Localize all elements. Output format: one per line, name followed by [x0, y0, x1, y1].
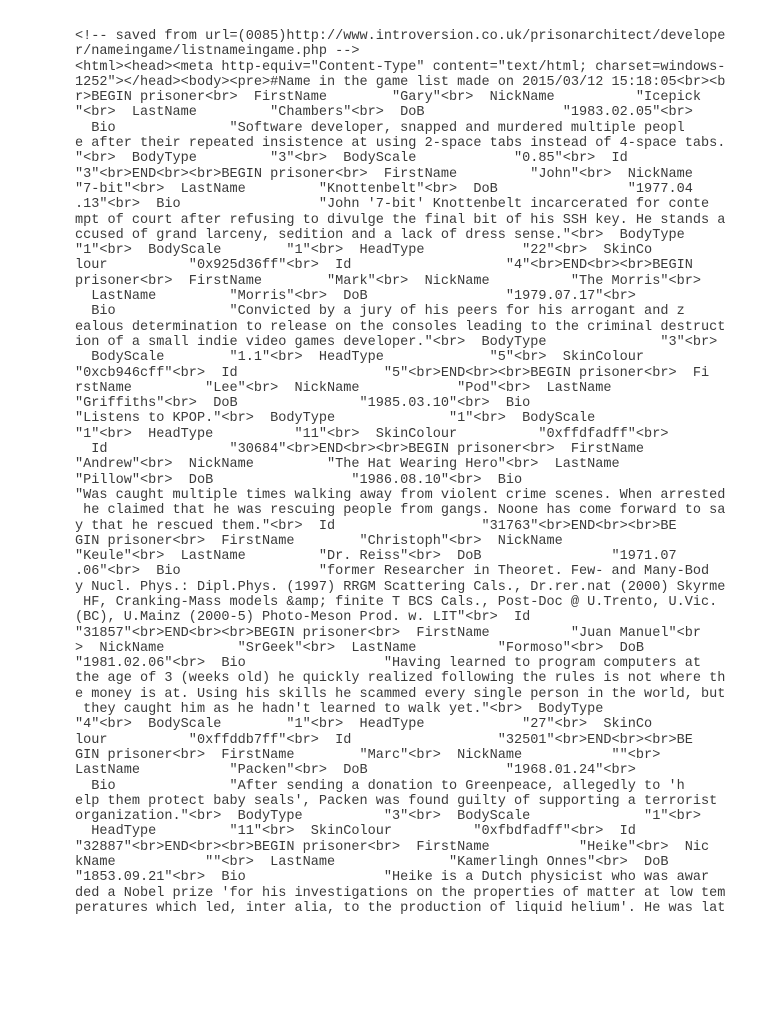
text-line: "1981.02.06"<br> Bio "Having learned to program computers at: [75, 656, 701, 672]
text-line: Bio "Software developer, snapped and murdered multiple peopl: [75, 120, 685, 136]
text-line: e after their repeated insistence at using 2-space tabs instead of 4-space tabs.: [75, 136, 726, 152]
text-line: "<br> BodyType "3"<br> BodyScale "0.85"<br> Id: [75, 151, 628, 167]
text-line: "Pillow"<br> DoB "1986.08.10"<br> Bio: [75, 472, 523, 488]
text-line: "Andrew"<br> NickName "The Hat Wearing Hero"<br> LastName: [75, 457, 620, 473]
text-line: > NickName "SrGeek"<br> LastName "Formoso"<br> DoB: [75, 640, 645, 656]
text-line: lour "0xffddb7ff"<br> Id "32501"<br>END<br><br>BE: [75, 732, 693, 748]
text-line: peratures which led, inter alia, to the production of liquid helium'. He was lat: [75, 900, 726, 916]
text-line: Bio "Convicted by a jury of his peers for his arrogant and z: [75, 304, 685, 320]
text-line: "1"<br> BodyScale "1"<br> HeadType "22"<br> SkinCo: [75, 243, 653, 259]
text-line: mpt of court after refusing to divulge the final bit of his SSH key. He stands a: [75, 212, 726, 228]
text-line: "1"<br> HeadType "11"<br> SkinColour "0xffdfadff"<br>: [75, 426, 669, 442]
text-line: ealous determination to release on the consoles leading to the criminal destruct: [75, 319, 726, 335]
text-line: "32887"<br>END<br><br>BEGIN prisoner<br> FirstName "Heike"<br> Nic: [75, 839, 710, 855]
text-line: Bio "After sending a donation to Greenpeace, allegedly to 'h: [75, 778, 685, 794]
text-line: r/nameingame/listnameingame.php -->: [75, 44, 360, 60]
text-line: prisoner<br> FirstName "Mark"<br> NickName "The Morris"<br>: [75, 273, 701, 289]
text-line: "7-bit"<br> LastName "Knottenbelt"<br> DoB "1977.04: [75, 181, 693, 197]
text-line: ccused of grand larceny, sedition and a lack of dress sense."<br> BodyType: [75, 227, 685, 243]
document-page: [75, 29, 726, 916]
text-line: GIN prisoner<br> FirstName "Christoph"<br> NickName: [75, 533, 563, 549]
text-line: <html><head><meta http-equiv="Content-Type" content="text/html; charset=windows-: [75, 59, 726, 75]
text-line: LastName "Packen"<br> DoB "1968.01.24"<br>: [75, 763, 636, 779]
text-line: r>BEGIN prisoner<br> FirstName "Gary"<br> NickName "Icepick: [75, 90, 701, 106]
text-line: "<br> LastName "Chambers"<br> DoB "1983.02.05"<br>: [75, 105, 693, 121]
text-line: ded a Nobel prize 'for his investigations on the properties of matter at low tem: [75, 885, 726, 901]
text-line: organization."<br> BodyType "3"<br> BodyScale "1"<br>: [75, 809, 701, 825]
text-line: "Listens to KPOP."<br> BodyType "1"<br> BodyScale: [75, 411, 596, 427]
text-line: e money is at. Using his skills he scammed every single person in the world, but: [75, 686, 726, 702]
text-line: "Keule"<br> LastName "Dr. Reiss"<br> DoB "1971.07: [75, 549, 677, 565]
text-line: y Nucl. Phys.: Dipl.Phys. (1997) RRGM Scattering Cals., Dr.rer.nat (2000) Skyrme: [75, 579, 726, 595]
text-line: rstName "Lee"<br> NickName "Pod"<br> LastName: [75, 380, 612, 396]
text-line: HeadType "11"<br> SkinColour "0xfbdfadff"<br> Id: [75, 824, 636, 840]
text-line: BodyScale "1.1"<br> HeadType "5"<br> SkinColour: [75, 350, 645, 366]
text-line: they caught him as he hadn't learned to walk yet."<br> BodyType: [75, 702, 604, 718]
text-line: the age of 3 (weeks old) he quickly realized following the rules is not where th: [75, 671, 726, 687]
text-line: LastName "Morris"<br> DoB "1979.07.17"<br>: [75, 289, 636, 305]
text-line: "31857"<br>END<br><br>BEGIN prisoner<br> FirstName "Juan Manuel"<br: [75, 625, 701, 641]
text-line: <!-- saved from url=(0085)http://www.introversion.co.uk/prisonarchitect/develope: [75, 29, 726, 44]
text-line: .06"<br> Bio "former Researcher in Theoret. Few- and Many-Bod: [75, 564, 710, 580]
text-line: (BC), U.Mainz (2000-5) Photo-Meson Prod. w. LIT"<br> Id: [75, 610, 531, 626]
text-line: "3"<br>END<br><br>BEGIN prisoner<br> FirstName "John"<br> NickName: [75, 166, 693, 182]
text-line: .13"<br> Bio "John '7-bit' Knottenbelt incarcerated for conte: [75, 197, 710, 213]
text-line: HF, Cranking-Mass models &amp; finite T BCS Cals., Post-Doc @ U.Trento, U.Vic.: [75, 594, 718, 610]
text-line: lour "0x925d36ff"<br> Id "4"<br>END<br><br>BEGIN: [75, 258, 693, 274]
text-line: "4"<br> BodyScale "1"<br> HeadType "27"<br> SkinCo: [75, 717, 653, 733]
text-line: he claimed that he was rescuing people from gangs. Noone has come forward to sa: [75, 503, 726, 519]
text-line: ion of a small indie video games developer."<br> BodyType "3"<br>: [75, 334, 718, 350]
text-line: GIN prisoner<br> FirstName "Marc"<br> NickName ""<br>: [75, 747, 661, 763]
text-line: kName ""<br> LastName "Kamerlingh Onnes"<br> DoB: [75, 855, 669, 871]
text-line: elp them protect baby seals', Packen was found guilty of supporting a terrorist: [75, 793, 718, 809]
text-line: "Was caught multiple times walking away from violent crime scenes. When arrested: [75, 487, 726, 503]
text-line: y that he rescued them."<br> Id "31763"<br>END<br><br>BE: [75, 518, 677, 534]
text-line: "Griffiths"<br> DoB "1985.03.10"<br> Bio: [75, 396, 531, 412]
text-line: Id "30684"<br>END<br><br>BEGIN prisoner<br> FirstName: [75, 442, 645, 458]
text-line: "1853.09.21"<br> Bio "Heike is a Dutch physicist who was awar: [75, 870, 710, 886]
text-line: 1252"></head><body><pre>#Name in the game list made on 2015/03/12 15:18:05<br><b: [75, 74, 726, 90]
text-line: "0xcb946cff"<br> Id "5"<br>END<br><br>BEGIN prisoner<br> Fi: [75, 365, 710, 381]
